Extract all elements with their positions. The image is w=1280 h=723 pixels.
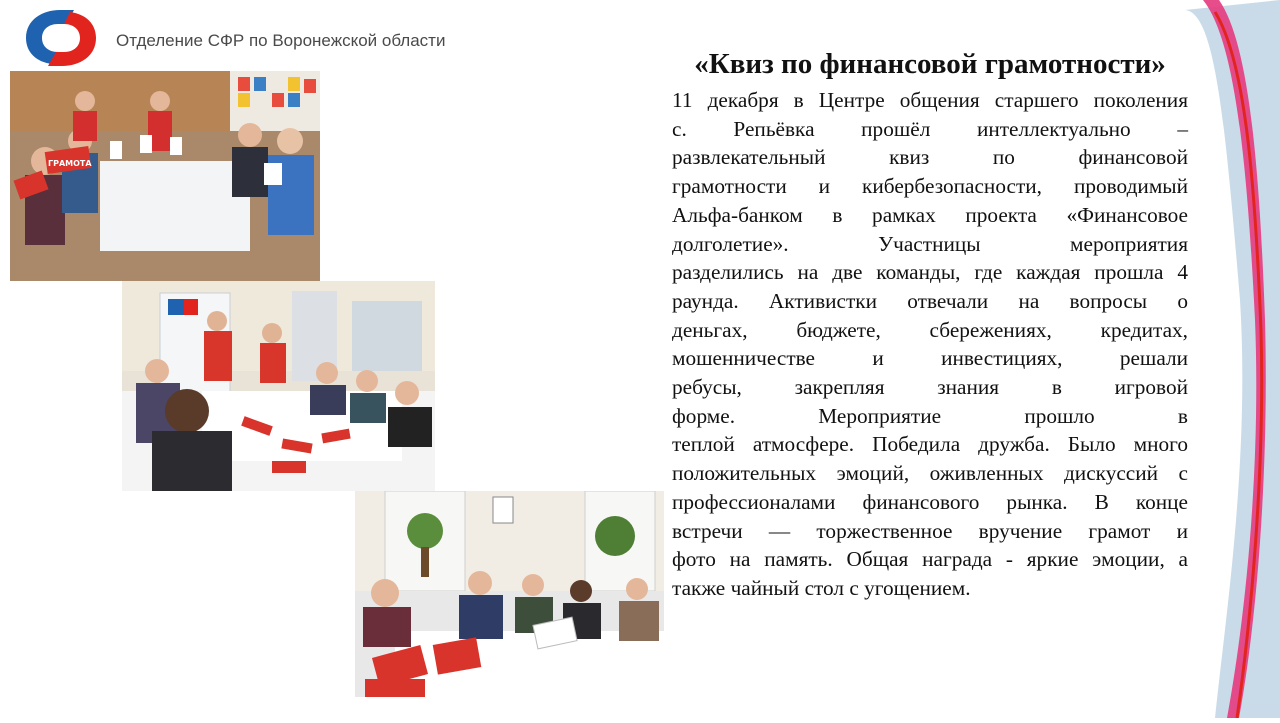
event-photo-2 (122, 281, 435, 491)
org-name: Отделение СФР по Воронежской области (116, 31, 446, 50)
event-photo-3 (355, 491, 664, 697)
article-line: раунда. Активистки отвечали на вопросы о (672, 288, 1188, 313)
article-line: теплой атмосфере. Победила дружба. Было много (672, 432, 1188, 457)
article-line: Альфа-банком в рамках проекта «Финансовое (672, 202, 1188, 227)
article-line: с. Репьёвка прошёл интеллектуально – (672, 116, 1188, 141)
article-line: мошенничестве и инвестициях, решали (672, 346, 1188, 371)
article-line: фото на память. Общая награда - яркие эмоции, а (672, 547, 1188, 572)
article-line: также чайный стол с угощением. (672, 575, 971, 600)
photo-banner-text: ГРАМОТА (48, 159, 92, 168)
article-line: встречи — торжественное вручение грамот и (672, 518, 1188, 543)
article-line: форме. Мероприятие прошло в (672, 403, 1188, 428)
event-photo-1 (10, 71, 320, 281)
sfr-logo-icon (22, 6, 100, 70)
article-line: грамотности и кибербезопасности, проводимый (672, 174, 1188, 199)
decorative-side-band (1185, 0, 1280, 718)
article-line: долголетие». Участницы мероприятия (672, 231, 1188, 256)
article-line: профессионалами финансового рынка. В конце (672, 489, 1188, 514)
article-line: деньгах, бюджете, сбережениях, кредитах, (672, 317, 1188, 342)
article-line: развлекательный квиз по финансовой (672, 145, 1188, 170)
article-line: разделились на две команды, где каждая прошла 4 (672, 260, 1188, 285)
article-title: «Квиз по финансовой грамотности» (694, 48, 1166, 80)
article-line: 11 декабря в Центре общения старшего поколения (672, 88, 1188, 112)
article-body (672, 86, 1188, 603)
article-line: положительных эмоций, оживленных дискуссий с (672, 461, 1188, 486)
article-line: ребусы, закрепляя знания в игровой (672, 375, 1188, 400)
